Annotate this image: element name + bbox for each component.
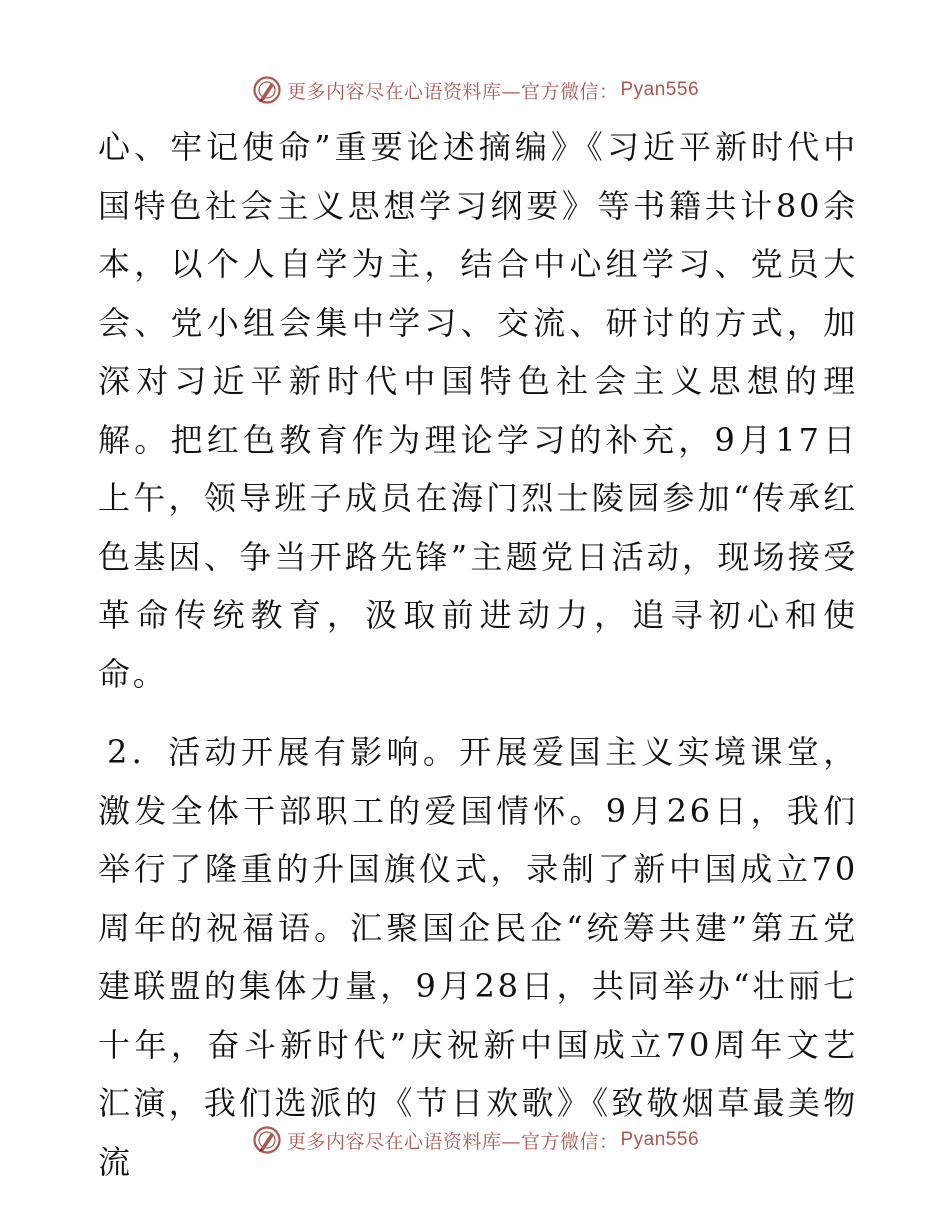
watermark-text: 更多内容尽在心语资料库—官方微信： xyxy=(286,1130,619,1153)
paragraph-2: 2．活动开展有影响。开展爱国主义实境课堂，激发全体干部职工的爱国情怀。9月26日，我们举行了隆重的升国旗仪式，录制了新中国成立70周年的祝福语。汇聚国企民企“统筹共建”第五党建联盟的集体力量，9月28日，共同举办“壮丽七十年，奋斗新时代”庆祝新中国成立70周年文艺汇演，我们选派的《节日欢歌》《致敬烟草最美物流 xyxy=(98,733,858,1181)
pen-logo-icon xyxy=(251,1124,283,1156)
footer-watermark xyxy=(0,1120,950,1160)
wechat-id: Pyan556 xyxy=(620,79,700,100)
watermark-text: 更多内容尽在心语资料库—官方微信： xyxy=(286,80,619,103)
header-watermark xyxy=(0,70,950,110)
wechat-id: Pyan556 xyxy=(620,1129,700,1150)
pen-logo-icon xyxy=(251,74,283,106)
paragraph-1: 心、牢记使命”重要论述摘编》《习近平新时代中国特色社会主义思想学习纲要》等书籍共计80余本，以个人自学为主，结合中心组学习、党员大会、党小组会集中学习、交流、研讨的方式，加深对习近平新时代中国特色社会主义思想的理解。把红色教育作为理论学习的补充，9月17日上午，领导班子成员在海门烈士陵园参加“传承红色基因、争当开路先锋”主题党日活动，现场接受革命传统教育，汲取前进动力，追寻初心和使命。 xyxy=(98,128,858,693)
document-body xyxy=(98,118,858,1191)
